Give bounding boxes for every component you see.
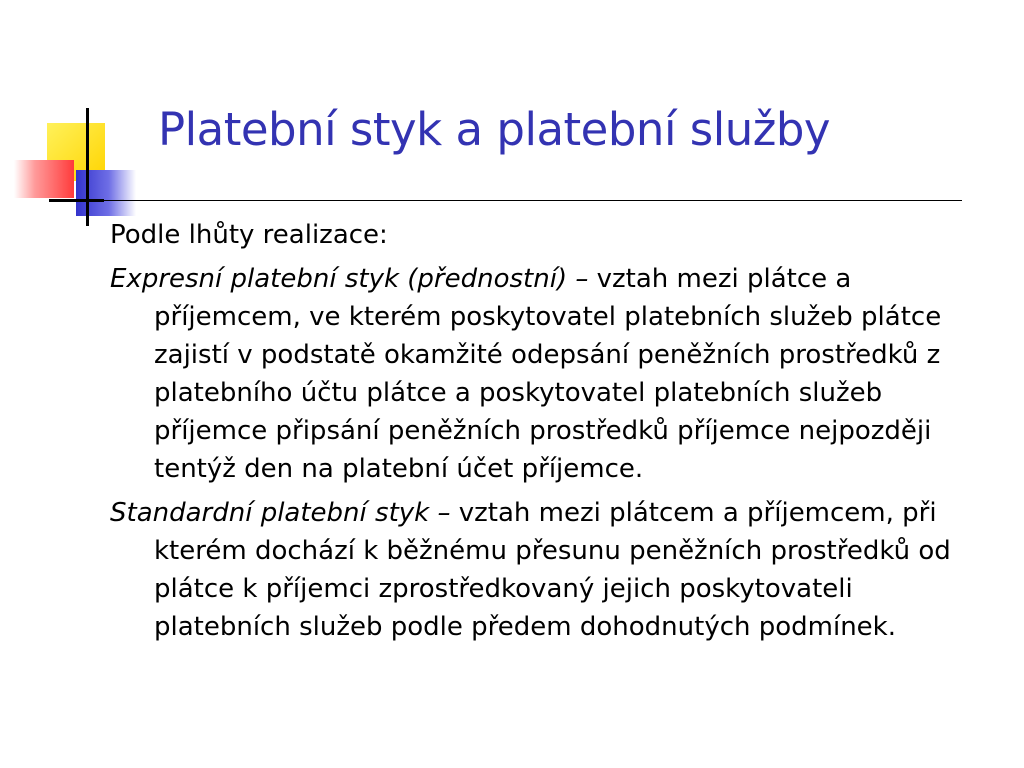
intro-text: Podle lhůty realizace:	[110, 220, 388, 250]
item-text: vztah mezi plátce a příjemcem, ve kterém poskytovatel platebních služeb plátce zajistí v podstatě okamžité odepsání peněžních prostředků z platebního účtu plátce a poskytovatel platebních služeb příjemce připsání peněžních prostředků příjemce nejpozději tentýž den na platební účet příjemce.	[154, 264, 942, 484]
item-term: Expresní platební styk (přednostní) –	[110, 264, 589, 294]
item-express	[110, 260, 980, 488]
title-underline	[96, 200, 962, 201]
blue-square	[76, 170, 136, 216]
item-standard	[110, 494, 980, 646]
decorative-logo	[0, 0, 150, 240]
item-term: Standardní platební styk –	[110, 498, 451, 528]
vertical-line	[86, 108, 89, 226]
item-text: vztah mezi plátcem a příjemcem, při kterém dochází k běžnému přesunu peněžních prostředků od plátce k příjemci zprostředkovaný jejich poskytovateli platebních služeb podle předem dohodnutých podmínek.	[154, 498, 951, 642]
intro-paragraph	[110, 216, 980, 254]
slide-title: Platební styk a platební služby	[158, 103, 831, 156]
red-square	[14, 160, 74, 198]
slide-content	[110, 216, 980, 652]
